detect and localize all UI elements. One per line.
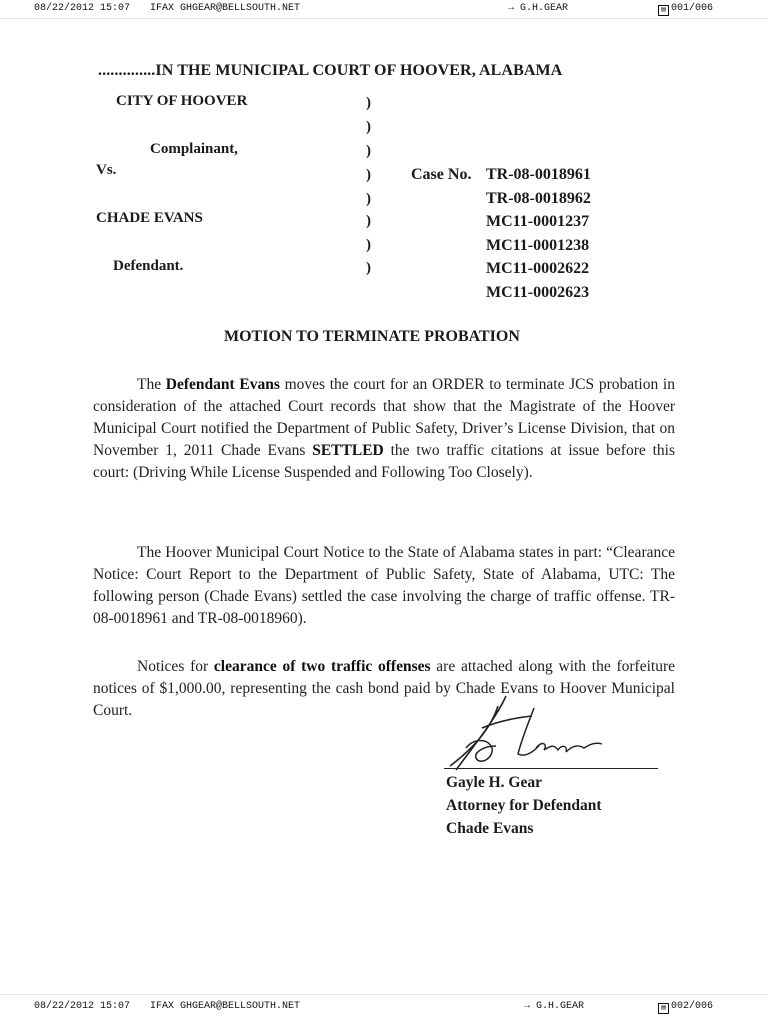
- paragraph-attachments: Notices for clearance of two traffic offenses are attached along with the forfeiture notices of $1,000.00, representing the cash bond paid by Chade Evans to Hoover Municipal Court.: [93, 658, 675, 719]
- caption-paren: ): [366, 95, 371, 111]
- defendant-name: CHADE EVANS: [96, 210, 203, 226]
- fax-page: ▤ 001/006: [658, 3, 713, 16]
- page-icon: ▤: [658, 1003, 669, 1014]
- versus-label: Vs.: [96, 162, 117, 178]
- handwritten-signature: [436, 688, 606, 778]
- fax-recipient: → G.H.GEAR: [524, 1001, 585, 1012]
- caption-paren: ): [366, 119, 371, 135]
- case-number: MC11-0001237: [486, 213, 590, 230]
- plaintiff-role: Complainant,: [150, 141, 238, 157]
- signer-name: Gayle H. Gear: [446, 774, 542, 791]
- caption-paren: ): [366, 260, 371, 276]
- fax-sender: IFAX GHGEAR@BELLSOUTH.NET: [150, 3, 301, 14]
- case-number: MC11-0002622: [486, 260, 590, 277]
- paragraph-motion: The Defendant Evans moves the court for an ORDER to terminate JCS probation in consideration of the attached Court records that show that the Magistrate of the Hoover Municipal Court notified the Department of Public Safety, Driver’s License Division, that on November 1, 2011 Chade Evans SETTLED the two traffic citations at issue before this court: (Driving While License Suspended and Following Too Closely).: [93, 376, 675, 481]
- signature-line: [444, 768, 658, 769]
- fax-recipient: → G.H.GEAR: [508, 3, 569, 14]
- caption-paren: ): [366, 191, 371, 207]
- case-number-label: Case No.: [411, 166, 472, 183]
- fax-page: ▤ 002/006: [658, 1001, 713, 1014]
- defendant-role: Defendant.: [113, 258, 184, 274]
- case-number: TR-08-0018962: [486, 190, 591, 207]
- caption-paren: ): [366, 167, 371, 183]
- motion-title: MOTION TO TERMINATE PROBATION: [224, 328, 520, 345]
- fax-header-bottom: [0, 994, 768, 1025]
- fax-sender: IFAX GHGEAR@BELLSOUTH.NET: [150, 1001, 301, 1012]
- plaintiff-name: CITY OF HOOVER: [116, 93, 248, 109]
- caption-paren: ): [366, 237, 371, 253]
- case-number: MC11-0002623: [486, 284, 590, 301]
- paragraph-notice: The Hoover Municipal Court Notice to the State of Alabama states in part: “Clearance Notice: Court Report to the Department of Public Safety, State of Alabama, UTC: The following person (Chade Evans) settled the case involving the charge of traffic offense. TR-08-0018961 and TR-08-0018960).: [93, 544, 675, 627]
- fax-datetime: 08/22/2012 15:07: [34, 1001, 131, 1012]
- case-number: MC11-0001238: [486, 237, 590, 254]
- fax-header-top: [0, 0, 768, 19]
- page-icon: ▤: [658, 5, 669, 16]
- court-title: ..............IN THE MUNICIPAL COURT OF HOOVER, ALABAMA: [98, 62, 563, 79]
- signer-title: Attorney for Defendant: [446, 797, 602, 814]
- signer-client: Chade Evans: [446, 820, 534, 837]
- caption-paren: ): [366, 213, 371, 229]
- caption-paren: ): [366, 143, 371, 159]
- fax-datetime: 08/22/2012 15:07: [34, 3, 131, 14]
- case-number: TR-08-0018961: [486, 166, 591, 183]
